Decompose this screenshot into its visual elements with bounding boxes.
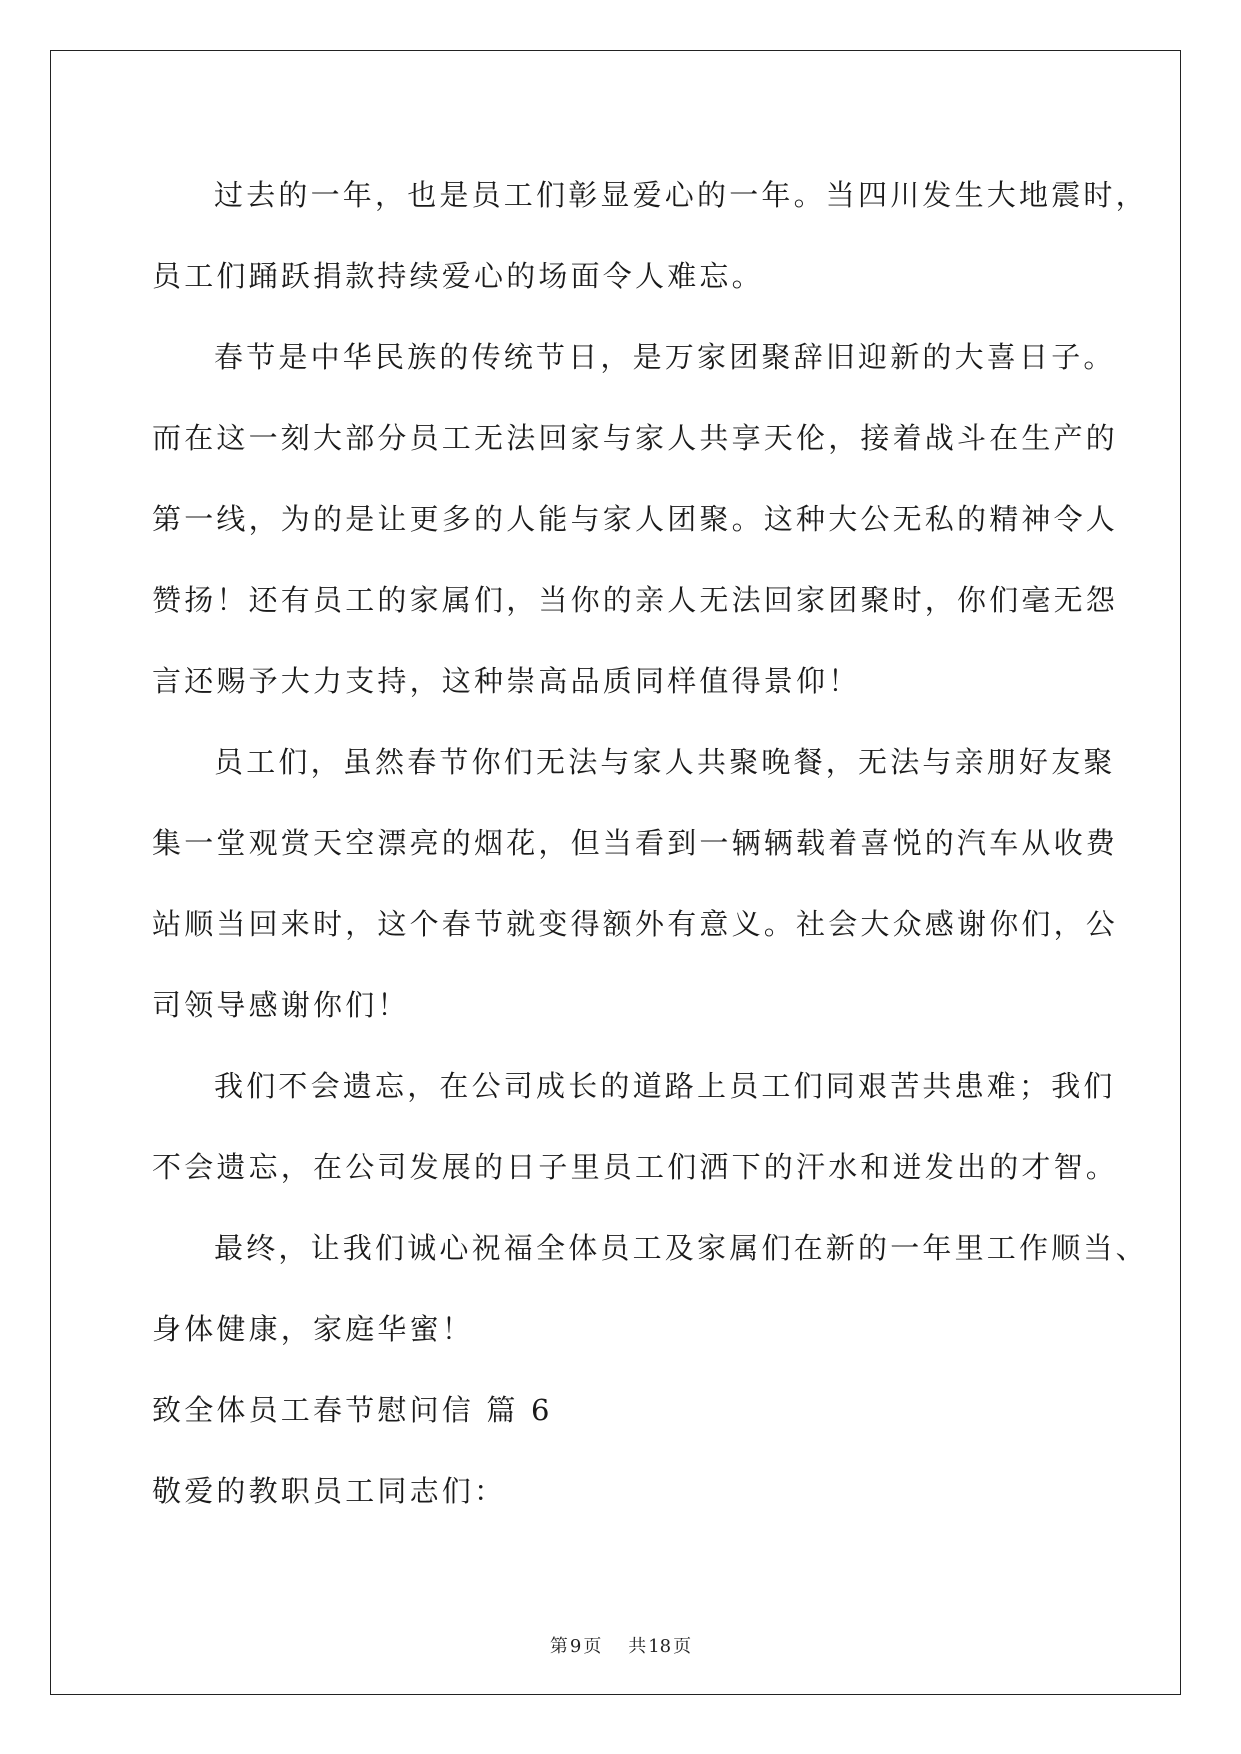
footer-prefix: 第 bbox=[549, 1636, 568, 1657]
footer-total-suffix: 页 bbox=[673, 1636, 692, 1657]
text-line: 司领导感谢你们！ bbox=[152, 988, 410, 1022]
text-line: 敬爱的教职员工同志们： bbox=[152, 1474, 507, 1508]
text-line: 致全体员工春节慰问信 篇 6 bbox=[152, 1393, 553, 1427]
text-line: 集一堂观赏天空漂亮的烟花，但当看到一辆辆载着喜悦的汽车从收费 bbox=[152, 826, 1119, 860]
text-line: 过去的一年，也是员工们彰显爱心的一年。当四川发生大地震时， bbox=[214, 178, 1148, 212]
text-line: 赞扬！还有员工的家属们，当你的亲人无法回家团聚时，你们毫无怨 bbox=[152, 583, 1119, 617]
text-line: 而在这一刻大部分员工无法回家与家人共享天伦，接着战斗在生产的 bbox=[152, 421, 1119, 455]
text-line: 我们不会遗忘，在公司成长的道路上员工们同艰苦共患难；我们 bbox=[214, 1069, 1116, 1103]
footer-total-pages: 18 bbox=[648, 1636, 672, 1657]
text-line: 第一线，为的是让更多的人能与家人团聚。这种大公无私的精神令人 bbox=[152, 502, 1119, 536]
text-line: 身体健康，家庭华蜜！ bbox=[152, 1312, 475, 1346]
page-footer bbox=[0, 1632, 1241, 1658]
text-line: 最终，让我们诚心祝福全体员工及家属们在新的一年里工作顺当、 bbox=[214, 1231, 1148, 1265]
text-line: 春节是中华民族的传统节日，是万家团聚辞旧迎新的大喜日子。 bbox=[214, 340, 1116, 374]
text-line: 员工们踊跃捐款持续爱心的场面令人难忘。 bbox=[152, 259, 764, 293]
text-line: 言还赐予大力支持，这种崇高品质同样值得景仰！ bbox=[152, 664, 861, 698]
text-line: 站顺当回来时，这个春节就变得额外有意义。社会大众感谢你们，公 bbox=[152, 907, 1119, 941]
text-line: 不会遗忘，在公司发展的日子里员工们洒下的汗水和迸发出的才智。 bbox=[152, 1150, 1119, 1184]
footer-total-prefix: 共 bbox=[628, 1636, 647, 1657]
document-body bbox=[152, 155, 1148, 1532]
text-line: 员工们，虽然春节你们无法与家人共聚晚餐，无法与亲朋好友聚 bbox=[214, 745, 1116, 779]
footer-page-suffix: 页 bbox=[583, 1636, 602, 1657]
footer-page-number: 9 bbox=[569, 1636, 582, 1657]
